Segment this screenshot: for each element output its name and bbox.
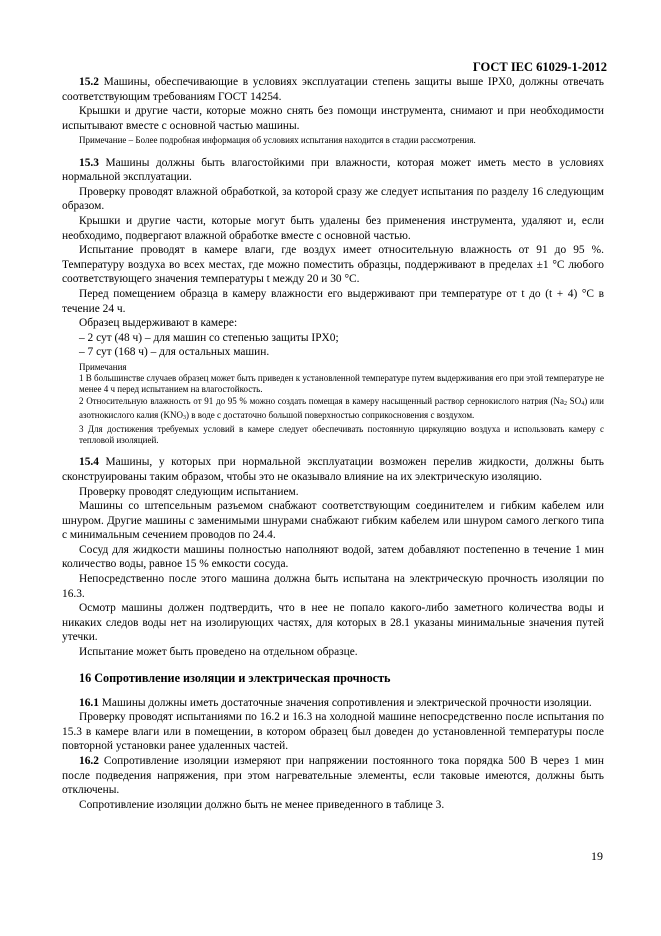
clause-number: 15.3	[79, 156, 99, 169]
paragraph-16-1: 16.1 Машины должны иметь достаточные значения сопротивления и электрической прочности изоляции.	[79, 696, 592, 709]
paragraph: Непосредственно после этого машина должна быть испытана на электрическую прочность изоляции по 16.3.	[62, 573, 604, 600]
paragraph: Перед помещением образца в камеру влажности его выдерживают при температуре от t до (t + 4) °С в течение 24 ч.	[62, 287, 604, 315]
paragraph: Проверку проводят испытаниями по 16.2 и 16.3 на холодной машине непосредственно после испытания по 15.3 в камере влаги или в помещении, в котором образец был доведен до установленной температуры после повторной установки ранее удаленных частей.	[62, 711, 604, 753]
paragraph: Образец выдерживают в камере:	[79, 317, 238, 330]
paragraph: Крышки и другие части, которые можно снять без помощи инструмента, снимают и при необходимости испытывают вместе с основной частью машины.	[62, 105, 604, 132]
section-heading: 16 Сопротивление изоляции и электрическая прочность	[79, 670, 391, 685]
clause-number: 16.1	[79, 696, 99, 709]
paragraph: Испытание может быть проведено на отдельном образце.	[79, 646, 358, 659]
paragraph: Проверку проводят влажной обработкой, за которой сразу же следует испытания по разделу 16 следующим образом.	[62, 185, 604, 213]
paragraph-15-4: 15.4 Машины, у которых при нормальной эксплуатации возможен перелив жидкости, должны быть сконструированы таким образом, чтобы это не оказывало влияние на их электрическую изоляцию.	[62, 456, 604, 483]
paragraph: Сопротивление изоляции должно быть не менее приведенного в таблице 3.	[79, 798, 445, 811]
paragraph: Проверку проводят следующим испытанием.	[79, 485, 299, 498]
note: Примечание – Более подробная информация об условиях испытания находится в стадии рассмотрения.	[79, 135, 476, 146]
list-item: – 7 сут (168 ч) – для остальных машин.	[79, 346, 270, 359]
clause-number: 15.2	[79, 76, 99, 88]
paragraph: Крышки и другие части, которые могут быть удалены без применения инструмента, удаляют и, если необходимо, подвергают влажной обработке вместе с основной частью.	[62, 214, 604, 242]
paragraph-15-2: 15.2 Машины, обеспечивающие в условиях эксплуатации степень защиты выше IPX0, должны отвечать соответствующим требованиям ГОСТ 14254.	[62, 76, 604, 103]
standard-header: ГОСТ IEC 61029-1-2012	[472, 60, 607, 74]
paragraph-16-2: 16.2 Сопротивление изоляции измеряют при напряжении постоянного тока порядка 500 В через 1 мин после подведения напряжения, при этом нагревательные элементы, если таковые имеются, должны быть отключены.	[62, 755, 604, 797]
document-body	[62, 75, 604, 812]
clause-number: 16.2	[79, 755, 99, 767]
notes-title: Примечания	[79, 361, 127, 372]
paragraph: Сосуд для жидкости машины полностью наполняют водой, затем добавляют постепенно в течение 1 мин количество воды, равное 15 % емкости сосуда.	[62, 543, 604, 571]
note-item: 2 Относительную влажность от 91 до 95 % можно создать помещая в камеру насыщенный раствор сернокислого натрия ($Na_2$ $SO_4$) или азотнокислого калия $(KNO_3)$ в воде с достаточно большой поверхностью соприкосновения с воздухом.	[79, 395, 604, 421]
clause-number: 15.4	[79, 456, 99, 469]
paragraph: Испытание проводят в камере влаги, где воздух имеет относительную влажность от 91 до 95 %. Температуру воздуха во всех местах, где можно поместить образцы, поддерживают в пределах ±1 °С любого соответствующего значения температуры t между 20 и 30 °С.	[62, 244, 604, 286]
paragraph: Машины со штепсельным разъемом снабжают соответствующим соединителем и гибким кабелем или шнуром. Другие машины с заменимыми шнурами снабжают гибким кабелем или шнуром самого легкого типа с минимальным сечением проводов по 24.4.	[62, 500, 604, 542]
note-item: 1 В большинстве случаев образец может быть приведен к установленной температуре путем выдерживания его при этой температуре не менее 4 ч перед испытанием на влагостойкость.	[79, 373, 604, 395]
paragraph-15-3: 15.3 Машины должны быть влагостойкими при влажности, которая может иметь место в условиях нормальной эксплуатации.	[62, 156, 604, 184]
note-item: 3 Для достижения требуемых условий в камере следует обеспечивать постоянную циркуляцию воздуха и использовать камеру с тепловой изоляцией.	[79, 423, 604, 446]
list-item: – 2 сут (48 ч) – для машин со степенью защиты IPX0;	[79, 331, 339, 344]
notes-block	[62, 362, 604, 446]
paragraph: Осмотр машины должен подтвердить, что в нее не попало какого-либо заметного количества воды и никаких следов воды нет на изолирующих частях, для которых в 28.1 указаны минимальные значения путей утечки.	[62, 602, 604, 644]
page-number: 19	[591, 849, 603, 863]
